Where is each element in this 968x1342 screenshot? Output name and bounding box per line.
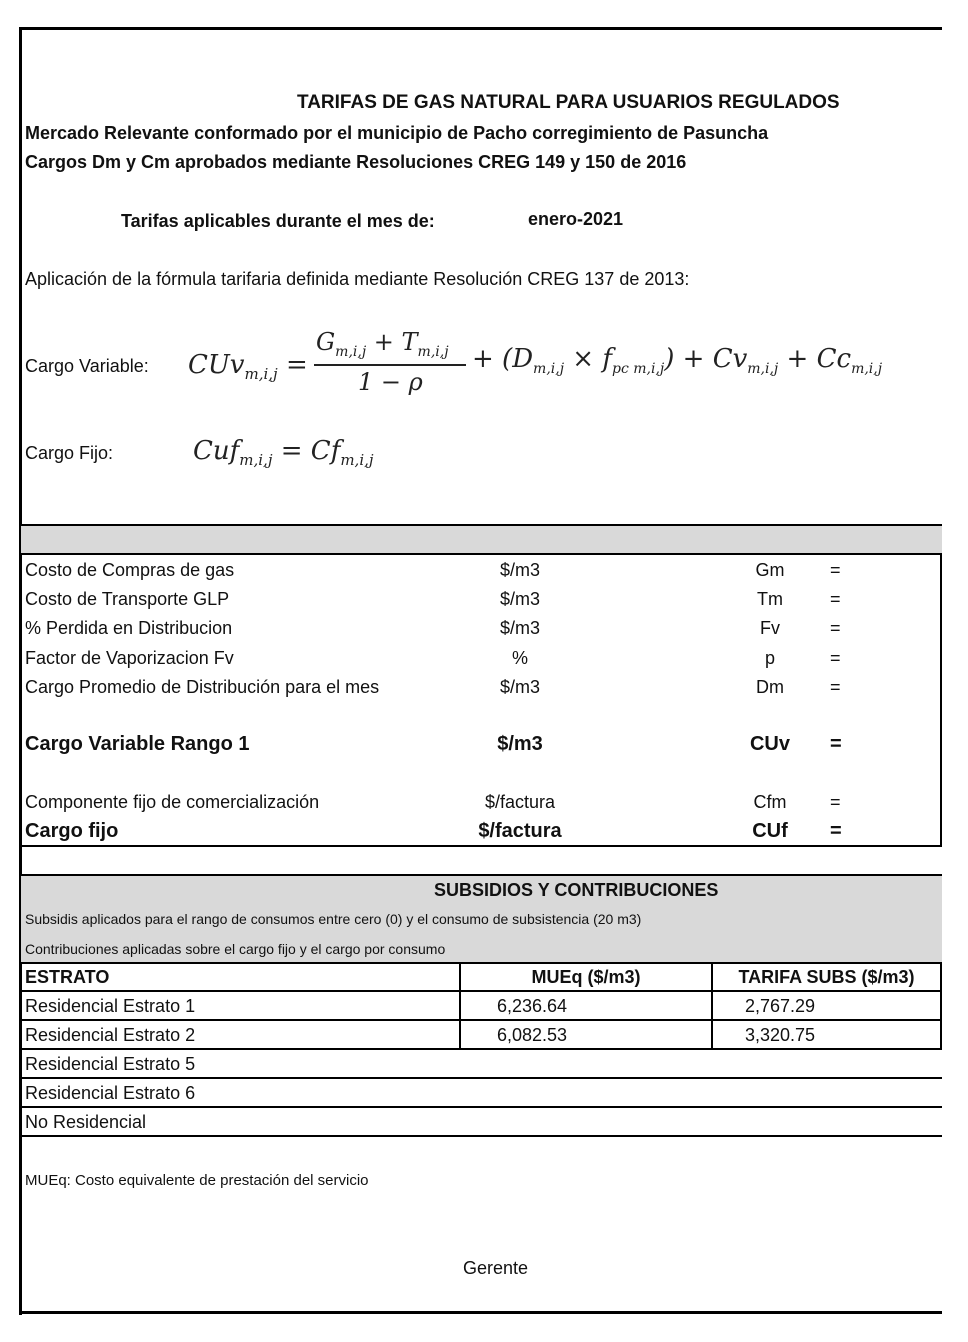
table-col-divider — [940, 962, 942, 1049]
contributions-note: Contribuciones aplicadas sobre el cargo fijo y el cargo por consumo — [25, 941, 446, 957]
row-mueq: 6,082.53 — [497, 1025, 568, 1045]
gray-band — [21, 526, 942, 553]
fixed-component-unit: $/factura — [484, 792, 556, 812]
component-unit: % — [511, 648, 528, 668]
component-unit: $/m3 — [499, 589, 541, 609]
row-estrato: Residencial Estrato 5 — [25, 1054, 196, 1074]
component-name: Costo de Compras de gas — [25, 560, 235, 580]
col-header-mueq: MUEq ($/m3) — [531, 967, 641, 987]
table-line — [19, 1077, 942, 1079]
period-label: Tarifas aplicables durante el mes de: — [121, 211, 435, 231]
charges-description: Cargos Dm y Cm aprobados mediante Resoluciones CREG 149 y 150 de 2016 — [25, 152, 687, 172]
page-title: TARIFAS DE GAS NATURAL PARA USUARIOS REGULADOS — [297, 92, 840, 113]
subsidies-title: SUBSIDIOS Y CONTRIBUCIONES — [434, 880, 719, 900]
component-symbol: Gm — [755, 560, 785, 580]
variable-total-unit: $/m3 — [497, 733, 543, 755]
market-description: Mercado Relevante conformado por el municipio de Pacho corregimiento de Pasuncha — [25, 123, 769, 143]
fixed-total-unit: $/factura — [478, 820, 562, 842]
variable-total-name: Cargo Variable Rango 1 — [25, 733, 250, 755]
fixed-total-name: Cargo fijo — [25, 820, 119, 842]
right-border — [940, 553, 942, 846]
formula-intro: Aplicación de la fórmula tarifaria definida mediante Resolución CREG 137 de 2013: — [25, 269, 690, 289]
variable-charge-formula: CUv$_{m,i,j}$ = $G_{m,i,j} + T_{m,i,j}$ 1 − ρ + $(D_{m,i,j} \times f_{pc m,i,j}) + Cv_{m,i,j} + Cc_{m,i,j}$ — [188, 328, 883, 396]
component-symbol: Dm — [756, 677, 784, 697]
component-name: Costo de Transporte GLP — [25, 589, 230, 609]
fixed-charge-formula: $Cuf_{m,i,j} = Cf_{m,i,j}$ — [193, 436, 374, 470]
component-eq: = — [830, 618, 841, 638]
fixed-component-name: Componente fijo de comercialización — [25, 792, 320, 812]
table-line — [19, 1106, 942, 1108]
row-mueq: 6,236.64 — [497, 996, 568, 1016]
fixed-total-symbol: CUf — [752, 820, 788, 842]
table-line — [19, 1048, 942, 1050]
component-eq: = — [830, 677, 841, 697]
component-eq: = — [830, 648, 841, 668]
table-line — [19, 962, 942, 964]
period-value: enero-2021 — [528, 209, 624, 229]
frame-top-border — [19, 27, 942, 30]
section-divider — [19, 874, 942, 876]
row-tarifa: 2,767.29 — [745, 996, 816, 1016]
table-line — [19, 1135, 942, 1137]
row-tarifa: 3,320.75 — [745, 1025, 816, 1045]
component-name: Cargo Promedio de Distribución para el mes — [25, 677, 380, 697]
component-name: Factor de Vaporizacion Fv — [25, 648, 234, 668]
table-line — [19, 990, 942, 992]
mueq-footnote: MUEq: Costo equivalente de prestación del servicio — [25, 1172, 369, 1189]
row-estrato: Residencial Estrato 1 — [25, 996, 196, 1016]
section-divider — [19, 845, 942, 847]
component-symbol: Tm — [757, 589, 783, 609]
component-eq: = — [830, 589, 841, 609]
fixed-charge-label: Cargo Fijo: — [25, 443, 114, 463]
component-symbol: Fv — [760, 618, 780, 638]
row-estrato: Residencial Estrato 6 — [25, 1083, 196, 1103]
table-line — [19, 1019, 942, 1021]
signature-label: Gerente — [463, 1258, 529, 1278]
section-divider — [19, 553, 942, 555]
row-estrato: No Residencial — [25, 1112, 147, 1132]
col-header-tarifa: TARIFA SUBS ($/m3) — [738, 967, 915, 987]
fixed-component-symbol: Cfm — [753, 792, 787, 812]
frame-left-border — [19, 27, 22, 1315]
component-unit: $/m3 — [499, 618, 541, 638]
component-eq: = — [830, 560, 841, 580]
component-symbol: p — [764, 648, 775, 668]
variable-charge-label: Cargo Variable: — [25, 356, 149, 376]
subsidies-note: Subsidis aplicados para el rango de consumos entre cero (0) y el consumo de subsistencia (20 m3) — [25, 911, 642, 927]
col-header-estrato: ESTRATO — [25, 967, 110, 987]
frame-bottom-border — [19, 1311, 942, 1314]
fixed-total-eq: = — [830, 820, 842, 842]
row-estrato: Residencial Estrato 2 — [25, 1025, 196, 1045]
variable-total-eq: = — [830, 733, 842, 755]
component-name: % Perdida en Distribucion — [25, 618, 233, 638]
component-unit: $/m3 — [499, 677, 541, 697]
variable-total-symbol: CUv — [749, 733, 790, 755]
fixed-component-eq: = — [830, 792, 841, 812]
component-unit: $/m3 — [499, 560, 541, 580]
